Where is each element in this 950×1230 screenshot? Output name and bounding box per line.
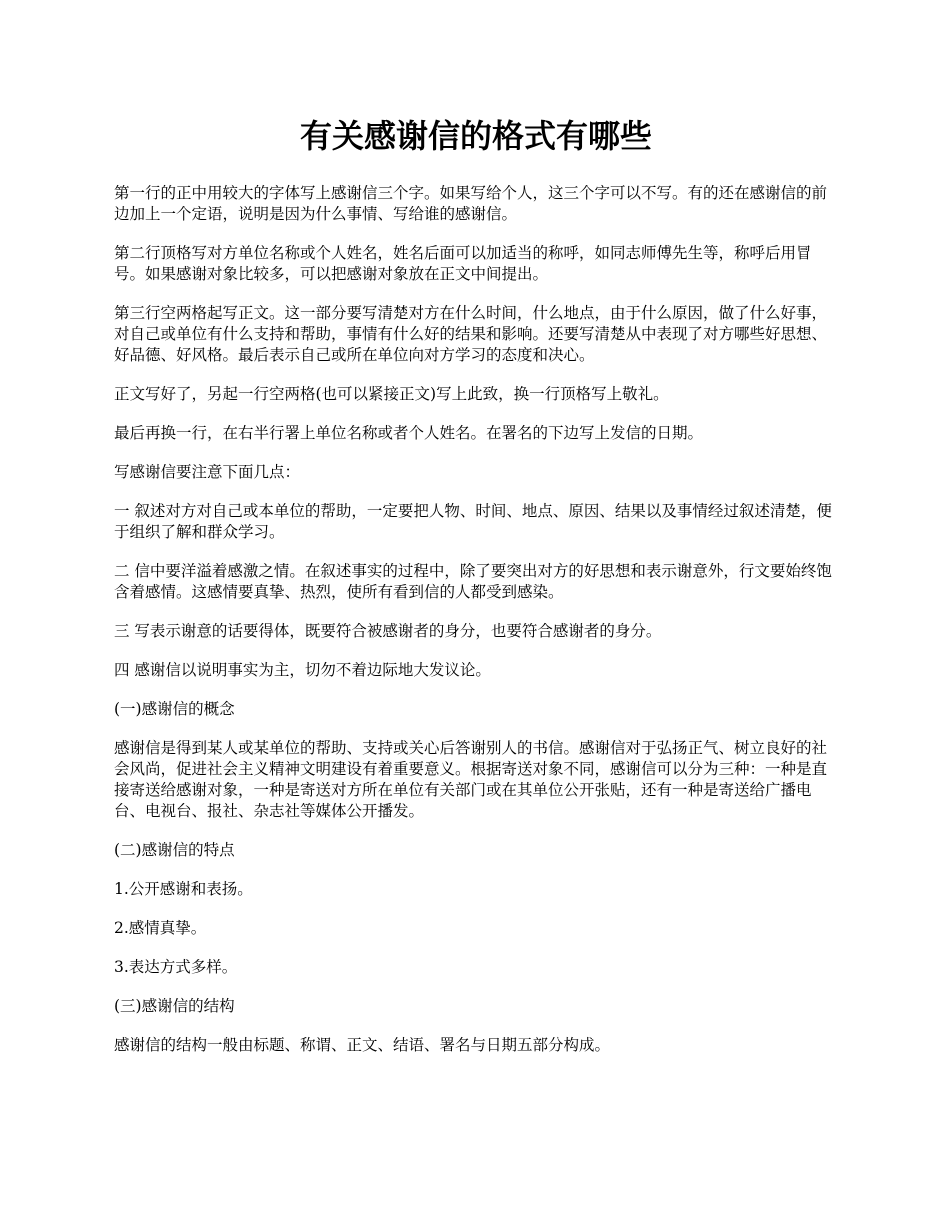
- paragraph-second-line-format: 第二行顶格写对方单位名称或个人姓名，姓名后面可以加适当的称呼，如同志师傅先生等，称呼后用冒号。如果感谢对象比较多，可以把感谢对象放在正文中间提出。: [114, 244, 812, 283]
- list-item-feature-two: 2.感情真挚。: [114, 919, 207, 937]
- paragraph-note-one: 一 叙述对方对自己或本单位的帮助，一定要把人物、时间、地点、原因、结果以及事情经过叙述清楚，便于组织了解和群众学习。: [114, 502, 832, 541]
- section-heading-structure: (三)感谢信的结构: [114, 997, 235, 1015]
- list-item-feature-three: 3.表达方式多样。: [114, 958, 238, 976]
- paragraph-third-line-format: 第三行空两格起写正文。这一部分要写清楚对方在什么时间，什么地点，由于什么原因，做了什么好事，对自己或单位有什么支持和帮助，事情有什么好的结果和影响。还要写清楚从中表现了对方哪些好思想、好品德、好风格。最后表示自己或所在单位向对方学习的态度和决心。: [114, 304, 828, 364]
- paragraph-note-four: 四 感谢信以说明事实为主，切勿不着边际地大发议论。: [114, 661, 491, 679]
- paragraph-closing-format: 正文写好了，另起一行空两格(也可以紧接正文)写上此致，换一行顶格写上敬礼。: [114, 385, 669, 403]
- paragraph-first-line-format: 第一行的正中用较大的字体写上感谢信三个字。如果写给个人，这三个字可以不写。有的还在感谢信的前边加上一个定语，说明是因为什么事情、写给谁的感谢信。: [114, 184, 828, 223]
- section-heading-concept: (一)感谢信的概念: [114, 700, 235, 718]
- paragraph-signature-format: 最后再换一行，在右半行署上单位名称或者个人姓名。在署名的下边写上发信的日期。: [114, 424, 704, 442]
- document-title: 有关感谢信的格式有哪些: [299, 117, 652, 155]
- paragraph-structure: 感谢信的结构一般由标题、称谓、正文、结语、署名与日期五部分构成。: [114, 1036, 611, 1054]
- paragraph-note-two: 二 信中要洋溢着感激之情。在叙述事实的过程中，除了要突出对方的好思想和表示谢意外，行文要始终饱含着感情。这感情要真挚、热烈，使所有看到信的人都受到感染。: [114, 562, 832, 601]
- section-heading-features: (二)感谢信的特点: [114, 841, 235, 859]
- list-item-feature-one: 1.公开感谢和表扬。: [114, 880, 253, 898]
- paragraph-note-three: 三 写表示谢意的话要得体，既要符合被感谢者的身分，也要符合感谢者的身分。: [114, 622, 662, 640]
- paragraph-concept: 感谢信是得到某人或某单位的帮助、支持或关心后答谢别人的书信。感谢信对于弘扬正气、树立良好的社会风尚，促进社会主义精神文明建设有着重要意义。根据寄送对象不同，感谢信可以分为三种：一种是直接寄送给感谢对象，一种是寄送对方所在单位有关部门或在其单位公开张贴，还有一种是寄送给广播电台、电视台、报社、杂志社等媒体公开播发。: [114, 739, 828, 820]
- paragraph-notes-intro: 写感谢信要注意下面几点：: [114, 463, 301, 481]
